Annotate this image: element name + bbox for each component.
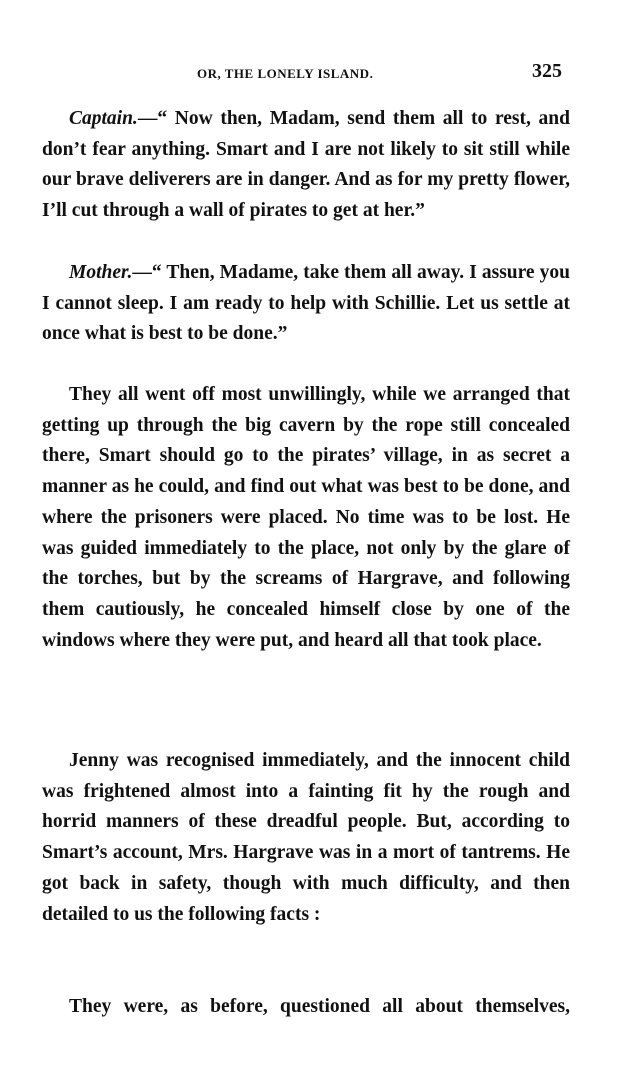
paragraph-text: —“ Now then, Madam, send them all to rest, and don’t fear anything. Smart and I are not likely to sit still while our brave deliverers are in danger. And as for my pretty flower, I’ll cut through a wall of pirates to get at her.” <box>42 108 570 222</box>
paragraph-text: Jenny was recognised immediately, and the innocent child was frightened almost into a fainting fit hy the rough and horrid manners of these dreadful people. But, according to Smart’s account, Mrs. Hargrave was in a mort of tantrems. He got back in safety, though with much difficulty, and then detailed to us the following facts : <box>42 750 570 925</box>
paragraph-text: They all went off most unwillingly, while we arranged that getting up through the big cavern by the rope still concealed there, Smart should go to the pirates’ village, in as secret a manner as he could, and find out what was best to be done, and where the prisoners were placed. No time was to be lost. He was guided immediately to the place, not only by the glare of the torches, but by the screams of Hargrave, and following them cautiously, he concealed himself close by one of the windows where they were put, and heard all that took place. <box>42 384 570 651</box>
page-header <box>0 60 635 90</box>
paragraph-narration <box>42 380 570 656</box>
paragraph-captain <box>42 104 570 227</box>
page-number: 325 <box>532 60 562 82</box>
paragraph-text: —“ Then, Madame, take them all away. I assure you I cannot sleep. I am ready to help with Schillie. Let us settle at once what is best to be done.” <box>42 262 570 345</box>
paragraph-narration <box>42 746 570 930</box>
speaker-mother: Mother. <box>69 262 133 283</box>
running-title: OR, THE LONELY ISLAND. <box>197 66 374 81</box>
paragraph-text: They were, as before, questioned all about themselves, <box>69 996 570 1017</box>
paragraph-narration <box>42 992 570 1023</box>
paragraph-mother <box>42 258 570 350</box>
speaker-captain: Captain. <box>69 108 138 129</box>
